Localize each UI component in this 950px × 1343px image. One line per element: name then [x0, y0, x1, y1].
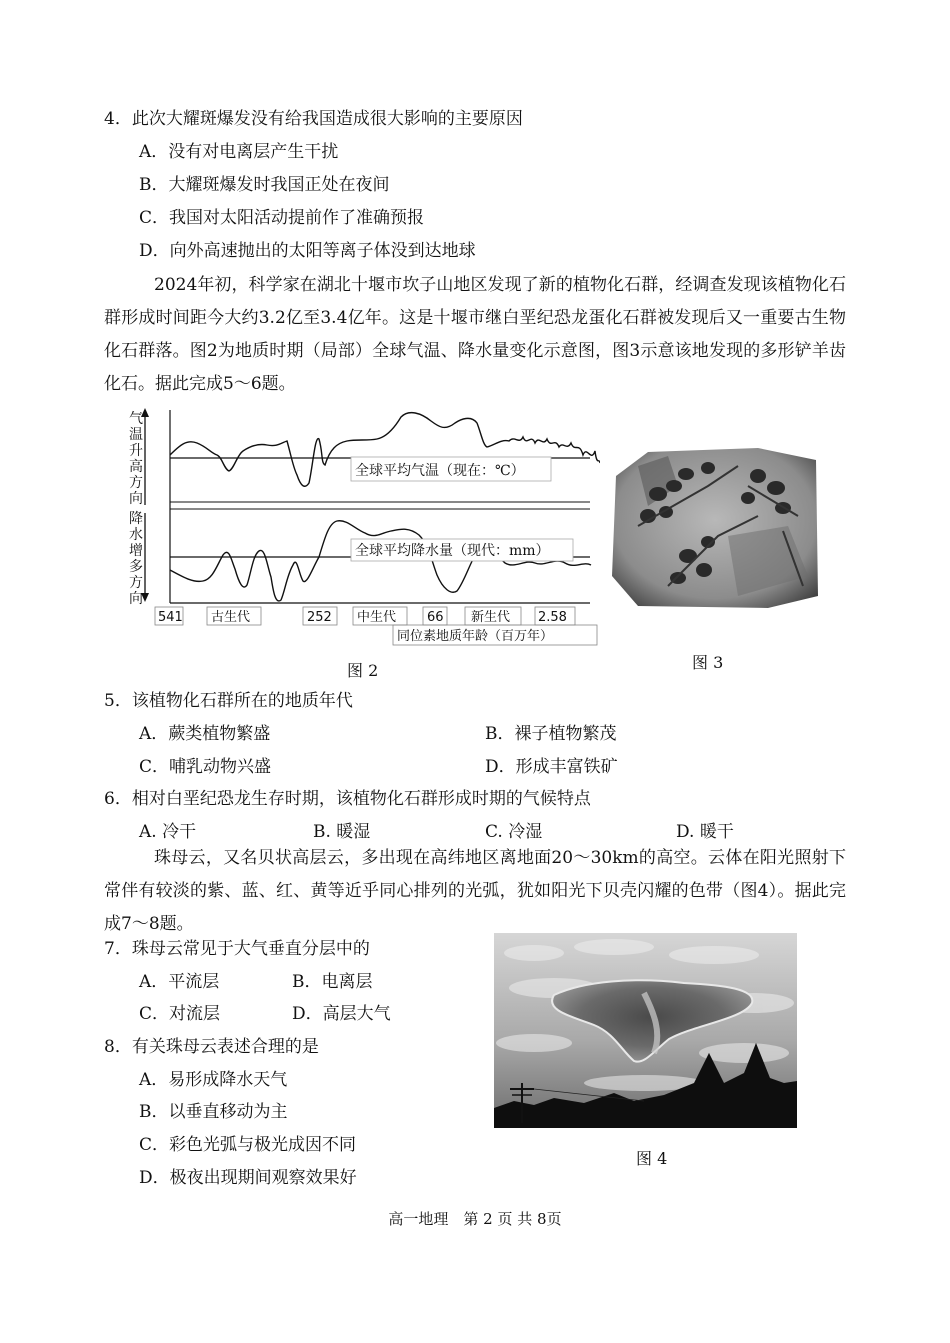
temp-axis-char: 方 — [129, 475, 143, 491]
q5-option-a: A．蕨类植物繁盛 — [139, 724, 271, 744]
nacreous-cloud-image — [494, 933, 797, 1128]
temp-axis-char: 气 — [129, 411, 143, 427]
tick-paleozoic: 古生代 — [211, 610, 251, 625]
precip-axis-char: 降 — [129, 511, 143, 527]
page-footer: 高一地理 第 2 页 共 8页 — [388, 1210, 562, 1228]
tick-mesozoic: 中生代 — [357, 610, 397, 625]
tick-66: 66 — [427, 610, 444, 625]
tick-cenozoic: 新生代 — [471, 610, 511, 625]
q8-option-a: A．易形成降水天气 — [139, 1070, 288, 1090]
figure4-caption: 图 4 — [636, 1149, 668, 1168]
temp-axis-char: 升 — [129, 443, 143, 459]
temp-line-label: 全球平均气温（现在：℃） — [355, 463, 525, 479]
temp-axis-char: 高 — [129, 459, 143, 475]
q5-stem: 5．该植物化石群所在的地质年代 — [104, 691, 353, 711]
passage-nacreous-cloud: 珠母云，又名贝状高层云，多出现在高纬地区离地面20～30km的高空。云体在阳光照射下常伴有较淡的紫、蓝、红、黄等近乎同心排列的光弧，犹如阳光下贝壳闪耀的色带（图4）。据此完成7～8题。 — [104, 848, 846, 934]
q7-option-a: A．平流层 — [139, 972, 220, 992]
climate-chart — [125, 405, 600, 647]
q6-option-b: B. 暖湿 — [313, 822, 371, 842]
q6-option-a: A. 冷干 — [139, 822, 197, 842]
q8-stem: 8．有关珠母云表述合理的是 — [104, 1037, 319, 1057]
precip-line-label: 全球平均降水量（现代：mm） — [355, 543, 550, 559]
q4-option-d: D．向外高速抛出的太阳等离子体没到达地球 — [139, 241, 476, 261]
tick-541: 541 — [158, 610, 183, 625]
precip-axis-char: 多 — [129, 559, 143, 575]
q6-stem: 6．相对白垩纪恐龙生存时期，该植物化石群形成时期的气候特点 — [104, 789, 591, 809]
x-axis-label: 同位素地质年龄（百万年） — [397, 629, 554, 644]
passage-fossil: 2024年初，科学家在湖北十堰市坎子山地区发现了新的植物化石群，经调查发现该植物化石群形成时间距今大约3.2亿至3.4亿年。这是十堰市继白垩纪恐龙蛋化石群被发现后又一重要古生物化石群落。图2为地质时期（局部）全球气温、降水量变化示意图，图3示意该地发现的多形铲羊齿化石。据此完成5～6题。 — [104, 275, 846, 394]
q8-option-c: C．彩色光弧与极光成因不同 — [139, 1135, 357, 1155]
precip-axis-char: 方 — [129, 575, 143, 591]
q7-option-d: D．高层大气 — [292, 1004, 391, 1024]
precip-axis-char: 向 — [129, 591, 143, 607]
q7-option-b: B．电离层 — [292, 972, 373, 992]
temp-axis-char: 温 — [129, 427, 143, 443]
q7-stem: 7．珠母云常见于大气垂直分层中的 — [104, 939, 370, 959]
q5-option-c: C．哺乳动物兴盛 — [139, 757, 272, 777]
q4-option-c: C．我国对太阳活动提前作了准确预报 — [139, 208, 425, 228]
precip-axis-char: 增 — [129, 543, 143, 559]
q4-option-a: A．没有对电离层产生干扰 — [139, 142, 339, 162]
q4-option-b: B．大耀斑爆发时我国正处在夜间 — [139, 175, 390, 195]
tick-2-58: 2.58 — [538, 610, 567, 625]
q6-option-d: D. 暖干 — [676, 822, 734, 842]
temp-axis-char: 向 — [129, 491, 143, 507]
q4-stem: 4．此次大耀斑爆发没有给我国造成很大影响的主要原因 — [104, 109, 523, 129]
figure2-caption: 图 2 — [347, 661, 379, 680]
tick-252: 252 — [307, 610, 332, 625]
figure3-caption: 图 3 — [692, 653, 724, 672]
q5-option-d: D．形成丰富铁矿 — [485, 757, 618, 777]
q6-option-c: C. 冷湿 — [485, 822, 543, 842]
q8-option-d: D．极夜出现期间观察效果好 — [139, 1168, 357, 1188]
precip-axis-char: 水 — [129, 527, 143, 543]
q8-option-b: B．以垂直移动为主 — [139, 1102, 288, 1122]
q5-option-b: B．裸子植物繁茂 — [485, 724, 617, 744]
q7-option-c: C．对流层 — [139, 1004, 221, 1024]
fern-fossil-image — [608, 446, 820, 610]
